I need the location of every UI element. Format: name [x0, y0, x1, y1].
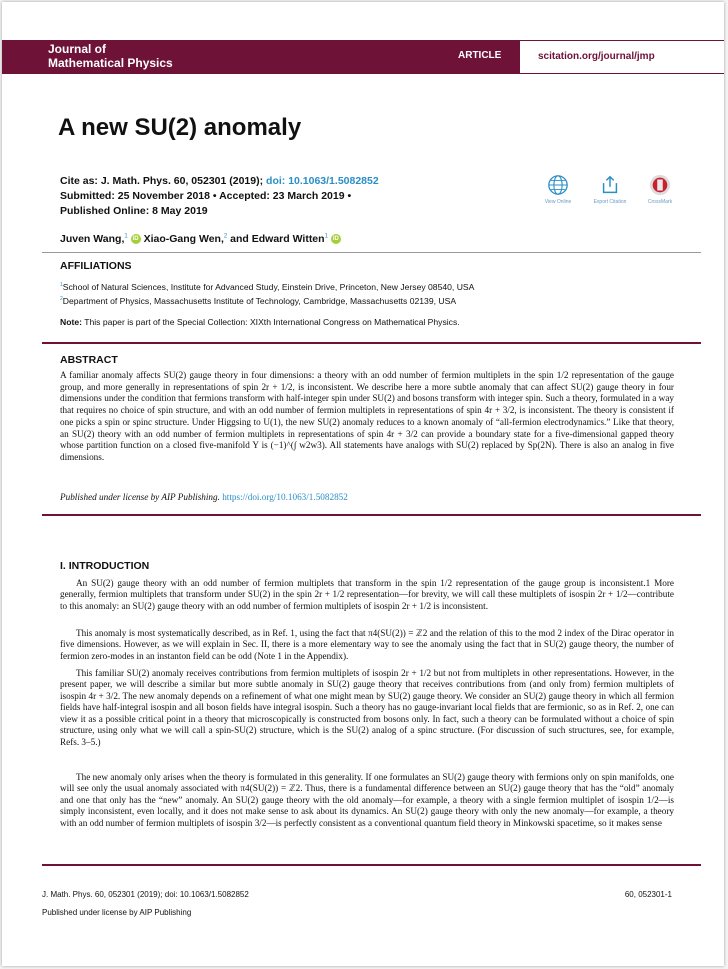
author-name[interactable]: Xiao-Gang Wen, [143, 233, 224, 245]
affiliations-heading: AFFILIATIONS [60, 260, 132, 272]
intro-paragraph: The new anomaly only arises when the theory is formulated in this generality. If one formulates an SU(2) gauge theory with fermions only on spin manifolds, one will see only the usual anomaly associated with π4(SU(2)) = ℤ2. Thus, there is a fundamental difference between an SU(2) gauge theory that has the “old” anomaly and one that only has the “new” anomaly. An SU(2) gauge theory with the old anomaly—for example, a theory with a single fermion multiplet of isospin 1/2—is simply inconsistent, even locally, and it does not make sense to ask about its dynamics. An SU(2) gauge theory with only the new anomaly—for example, a theory with an odd number of fermion multiplets of isospin 3/2—is perfectly consistent as a conventional quantum field theory in Minkowski spacetime, so it makes sense [60, 772, 674, 828]
cite-prefix: Cite as: J. Math. Phys. 60, 052301 (2019); [60, 175, 264, 187]
author-name[interactable]: and Edward Witten [230, 233, 325, 245]
article-type: ARTICLE [458, 50, 502, 61]
intro-heading: I. INTRODUCTION [60, 560, 150, 572]
author-affiliation-mark: 1 [124, 233, 128, 240]
globe-icon [547, 174, 569, 196]
affiliation-item [60, 292, 456, 309]
journal-site-text: scitation.org/journal/jmp [538, 51, 655, 62]
crossmark-icon [649, 174, 671, 196]
intro-paragraph: This anomaly is most systematically described, as in Ref. 1, using the fact that π4(SU(2)) = ℤ2 and the relation of this to the mod 2 index of the Dirac operator in five dimensions. However, as we will explain in Sec. II, there is a more elementary way to see the anomaly using the fact that in SU(2) gauge theory, the number of fermion zero-modes in an instanton field can be odd (Note 1 in the Appendix). [60, 628, 674, 661]
export-citation-label: Export Citation [593, 199, 627, 205]
affiliation-text: Department of Physics, Massachusetts Institute of Technology, Cambridge, Massachusetts 02139, USA [62, 295, 457, 306]
view-online-button[interactable] [538, 174, 578, 205]
footer-license: Published under license by AIP Publishing [42, 908, 192, 917]
crossmark-button[interactable] [640, 174, 680, 205]
published-date: Published Online: 8 May 2019 [60, 205, 208, 217]
view-online-label: View Online [544, 199, 572, 205]
intro-paragraph: This familiar SU(2) anomaly receives contributions from fermion multiplets of isospin 2r + 1/2 but not from multiplets in other representations. However, in the present paper, we will describe a similar but more subtle anomaly in SU(2) gauge theory that receives contributions from (and only from) fermion multiplets of isospin 4r + 3/2. The new anomaly depends on a refinement of what one might mean by SU(2) gauge theory. We consider an SU(2) gauge theory in which all fermion fields have half-integral isospin and all boson fields have integral isospin. Such a theory has no gauge-invariant local fields that are fermionic, so as in Ref. 2, one can view it as a possible critical point in a theory that microscopically is constructed from bosons only. In fact, such a theory can be formulated without a choice of spin structure, using only what we will call a spin-SU(2) structure, which is the SU(2) analog of a spinc structure. (For discussion of such structures, see, for example, Refs. 3–5.) [60, 668, 674, 747]
author-affiliation-mark: 1 [324, 233, 328, 240]
journal-site-link[interactable] [520, 40, 724, 74]
crossmark-label: CrossMark [647, 199, 673, 205]
article-tools [538, 174, 688, 210]
export-icon [599, 174, 621, 196]
author-list [60, 233, 341, 245]
collection-note [60, 317, 460, 327]
submission-dates: Submitted: 25 November 2018 • Accepted: 23 March 2019 • [60, 190, 352, 202]
orcid-icon[interactable]: iD [332, 236, 339, 243]
page-number: 60, 052301-1 [624, 890, 672, 899]
abstract-text: A familiar anomaly affects SU(2) gauge theory in four dimensions: a theory with an odd number of fermion multiplets in the spin 1/2 representation of the gauge group, and more generally in representations of spin 2r + 1/2, is inconsistent. We describe here a more subtle anomaly that can affect SU(2) gauge theory in four dimensions under the condition that fermions transform with half-integer spin under SU(2) and bosons transform with integer spin. Such a theory, formulated in a way that requires no choice of spin structure, and with an odd number of fermion multiplets in representations of spin 4r + 3/2, is inconsistent. The theory is consistent if one picks a spin or spinc structure. Under Higgsing to U(1), the new SU(2) anomaly reduces to a known anomaly of “all-fermion electrodynamics.” Like that theory, an SU(2) theory with an odd number of fermion multiplets in representations of spin 4r + 3/2 can provide a boundary state for a five-dimensional gapped theory whose partition function on a closed five-manifold Y is (−1)^(∫ w2w3). All statements have analogs with SU(2) replaced by Sp(2N). There is also an analog in five dimensions. [60, 370, 674, 462]
note-text: This paper is part of the Special Collection: XIXth International Congress on Mathematical Physics. [81, 317, 460, 327]
license-line [60, 492, 348, 502]
citation-block [60, 174, 379, 219]
affiliation-text: School of Natural Sciences, Institute for Advanced Study, Einstein Drive, Princeton, New Jersey 08540, USA [62, 281, 475, 292]
affiliation-number: 1 [60, 282, 63, 288]
affiliation-number: 2 [60, 296, 63, 302]
footer-rule [42, 864, 701, 866]
divider [42, 252, 701, 253]
journal-name-line2: Mathematical Physics [48, 56, 173, 70]
note-label: Note: [60, 317, 82, 327]
journal-name[interactable] [48, 42, 173, 70]
footer-citation: J. Math. Phys. 60, 052301 (2019); doi: 10.1063/1.5082852 [42, 890, 249, 899]
article-title: A new SU(2) anomaly [58, 114, 302, 141]
intro-paragraph: An SU(2) gauge theory with an odd number of fermion multiplets that transform in the spin 1/2 representation of the gauge group is inconsistent.1 More generally, fermion multiplets that transform under SU(2) in the spin 2r + 1/2 representation—for brevity, we will call these multiplets of isospin 2r + 1/2—contribute to this anomaly: an SU(2) gauge theory with an odd number of fermion multiplets of isospin 2r + 1/2 is inconsistent. [60, 578, 674, 611]
license-doi-link[interactable]: https://doi.org/10.1063/1.5082852 [222, 492, 348, 502]
orcid-icon[interactable]: iD [132, 236, 139, 243]
journal-banner [2, 40, 724, 74]
author-affiliation-mark: 2 [223, 233, 228, 240]
abstract-heading: ABSTRACT [60, 354, 118, 366]
section-rule [42, 342, 701, 344]
export-citation-button[interactable] [590, 174, 630, 205]
doi-link[interactable]: doi: 10.1063/1.5082852 [266, 175, 379, 187]
license-text: Published under license by AIP Publishing. [60, 492, 220, 502]
section-rule [42, 514, 701, 516]
journal-name-line1: Journal of [48, 42, 107, 56]
author-name[interactable]: Juven Wang, [60, 233, 125, 245]
article-page [2, 2, 724, 966]
